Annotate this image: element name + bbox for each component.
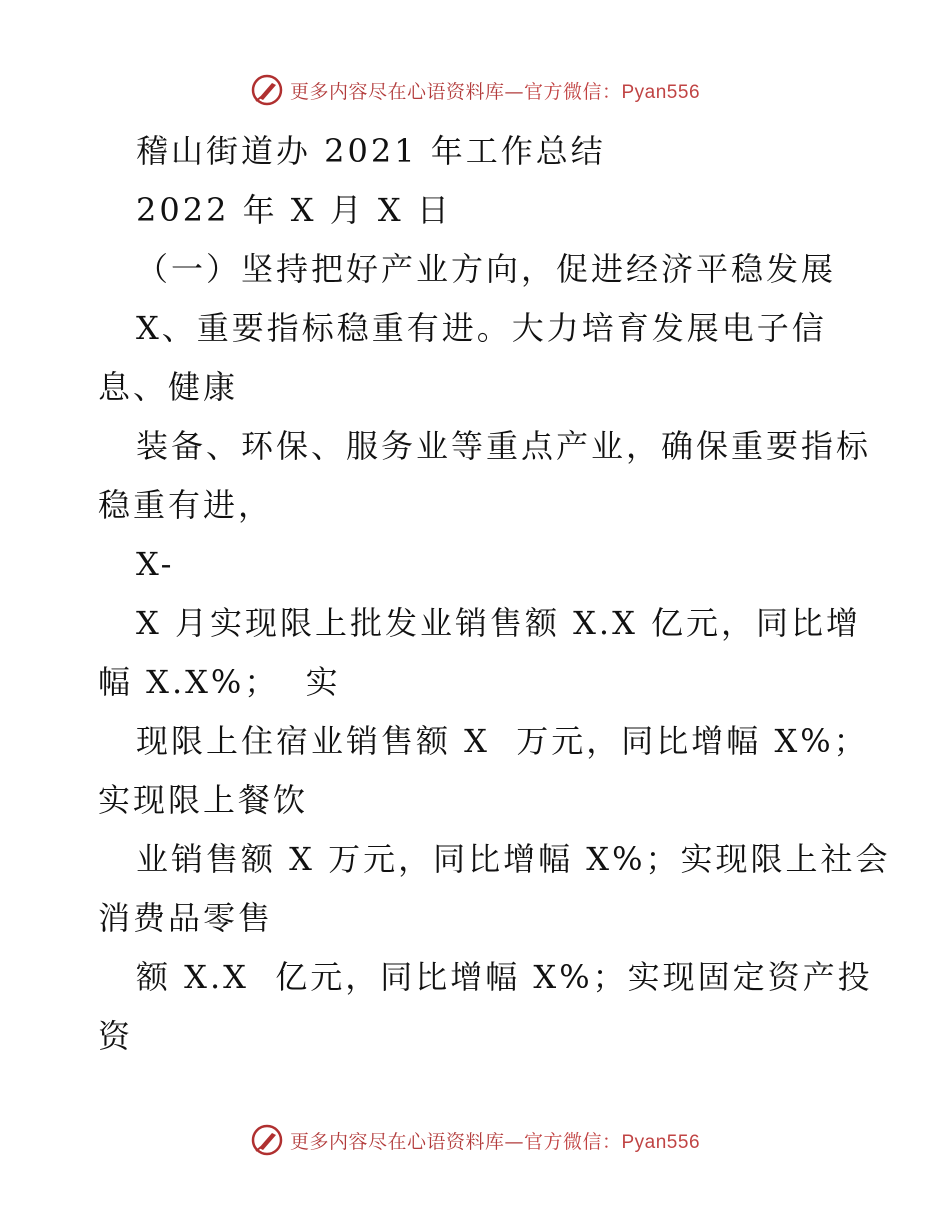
pen-logo-icon xyxy=(250,1123,284,1157)
text-line: （一）坚持把好产业方向，促进经济平稳发展 xyxy=(136,250,837,288)
text-line: 额 X.X 亿元，同比增幅 X%；实现固定资产投 xyxy=(136,958,873,996)
text-line: 业销售额 X 万元，同比增幅 X%；实现限上社会 xyxy=(136,840,891,878)
text-line: 2022 年 X 月 X 日 xyxy=(136,191,452,229)
text-line: X、重要指标稳重有进。大力培育发展电子信 xyxy=(136,309,827,347)
text-line: 稽山街道办 2021 年工作总结 xyxy=(136,132,606,170)
header-watermark xyxy=(0,72,950,108)
text-line: 实现限上餐饮 xyxy=(98,781,309,819)
text-line: 息、健康 xyxy=(98,368,239,406)
text-line: 现限上住宿业销售额 X 万元，同比增幅 X%； xyxy=(136,722,869,760)
pen-logo-icon xyxy=(250,73,284,107)
footer-watermark xyxy=(0,1122,950,1158)
text-line: 装备、环保、服务业等重点产业，确保重要指标 xyxy=(136,427,872,465)
text-line: 稳重有进， xyxy=(98,486,274,524)
text-line: X- xyxy=(136,545,175,583)
text-line: 幅 X.X%； 实 xyxy=(98,663,341,701)
watermark-text: 更多内容尽在心语资料库—官方微信：Pyan556 xyxy=(289,80,701,103)
document-body xyxy=(98,122,891,1066)
text-line: X 月实现限上批发业销售额 X.X 亿元，同比增 xyxy=(136,604,862,642)
text-line: 消费品零售 xyxy=(98,899,274,937)
watermark-text: 更多内容尽在心语资料库—官方微信：Pyan556 xyxy=(289,1130,701,1153)
text-line: 资 xyxy=(98,1017,134,1055)
